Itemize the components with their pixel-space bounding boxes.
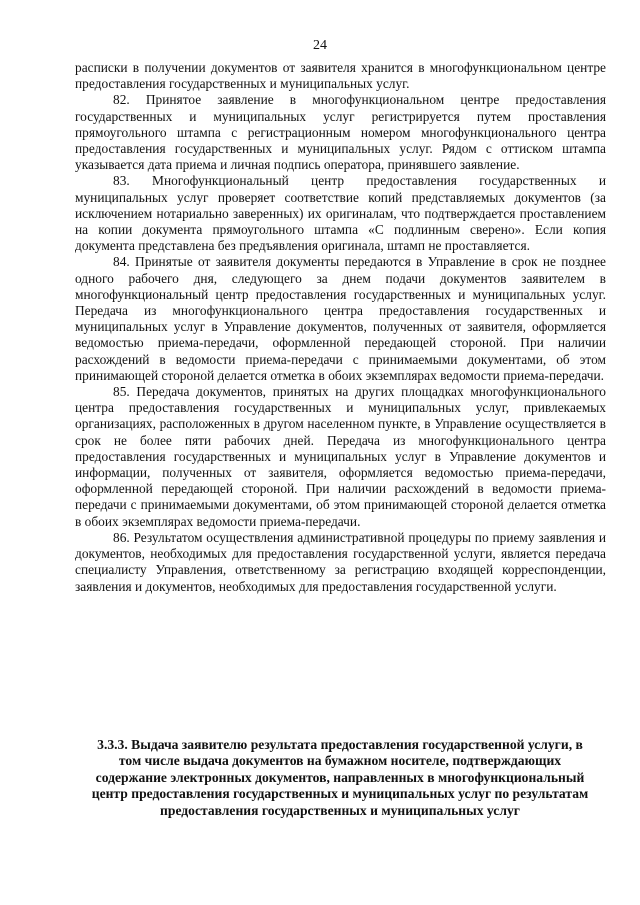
paragraph-83: 83. Многофункциональный центр предоставления государственных и муниципальных услуг проверяет соответствие копий представляемых документов (за исключением нотариально заверенных) их оригиналам, что подтверждается проставлением на копии документа прямоугольного штампа «С подлинным сверено». Если копия документа представлена без предъявления оригинала, штамп не проставляется. bbox=[75, 173, 606, 254]
paragraph-85: 85. Передача документов, принятых на других площадках многофункционального центра предоставления государственных и муниципальных услуг, привлекаемых организациях, расположенных в другом населенном пункте, в Управление осуществляется в срок не более пяти рабочих дней. Передача из многофункционального центра предоставления государственных и муниципальных услуг в Управление документов и информации, полученных от заявителя, оформляется ведомостью приема-передачи, оформленной передающей стороной. При наличии расхождений в ведомости приема-передачи с принимаемыми документами, об этом принимающей стороной делается отметка в обоих экземплярах ведомости приема-передачи. bbox=[75, 384, 606, 529]
document-body bbox=[75, 60, 606, 595]
page-number: 24 bbox=[313, 38, 327, 53]
paragraph-continuation: расписки в получении документов от заявителя хранится в многофункциональном центре предоставления государственных и муниципальных услуг. bbox=[75, 60, 606, 92]
paragraph-86: 86. Результатом осуществления административной процедуры по приему заявления и документов, необходимых для предоставления государственной услуги, является передача специалисту Управления, ответственному за регистрацию входящей корреспонденции, заявления и документов, необходимых для предоставления государственной услуги. bbox=[75, 529, 606, 594]
section-heading-text: 3.3.3. Выдача заявителю результата предоставления государственной услуги, в том числе выдача документов на бумажном носителе, подтверждающих содержание электронных документов, направленных в многофункциональный центр предоставления государственных и муниципальных услуг по результатам предоставления государственных и муниципальных услуг bbox=[91, 737, 589, 818]
section-heading bbox=[90, 737, 590, 819]
paragraph-82: 82. Принятое заявление в многофункциональном центре предоставления государственных и муниципальных услуг регистрируется путем проставления прямоугольного штампа с регистрационным номером многофункционального центра предоставления государственных и муниципальных услуг. Рядом с оттиском штампа указывается дата приема и личная подпись оператора, принявшего заявление. bbox=[75, 92, 606, 173]
paragraph-84: 84. Принятые от заявителя документы передаются в Управление в срок не позднее одного рабочего дня, следующего за днем подачи документов заявителем в многофункциональный центр предоставления государственных и муниципальных услуг. Передача из многофункционального центра предоставления государственных и муниципальных услуг в Управление документов, полученных от заявителя, оформляется ведомостью приема-передачи, оформленной передающей стороной. При наличии расхождений в ведомости приема-передачи с принимаемыми документами, об этом принимающей стороной делается отметка в обоих экземплярах ведомости приема-передачи. bbox=[75, 254, 606, 383]
